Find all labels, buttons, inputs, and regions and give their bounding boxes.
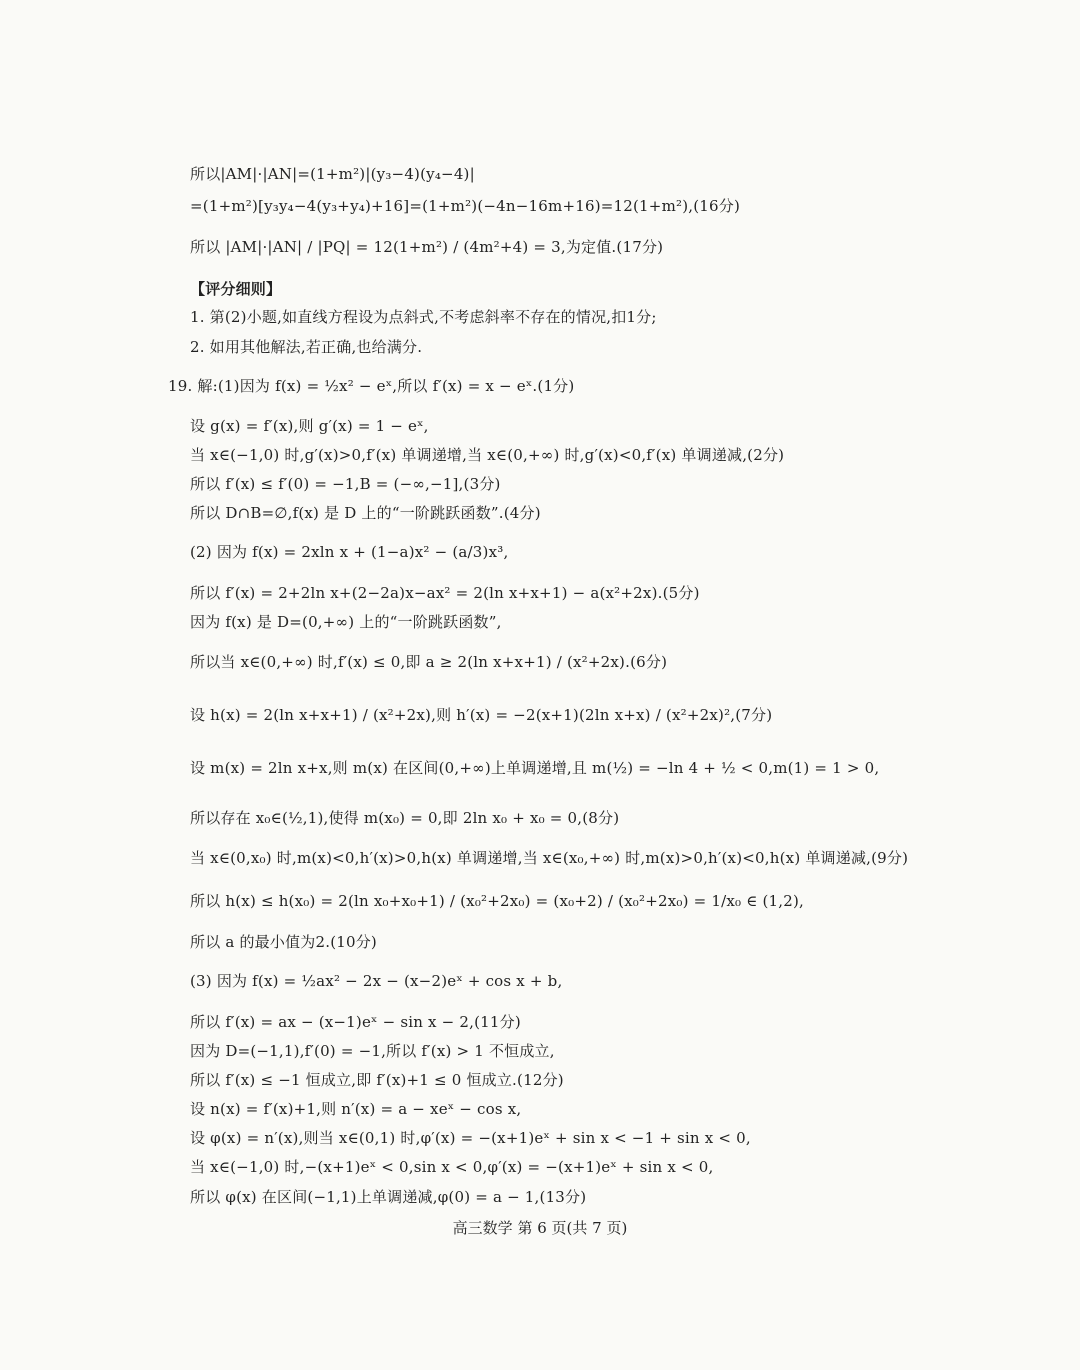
line-phi-negative-interval: 当 x∈(−1,0) 时,−(x+1)eˣ < 0,sin x < 0,φ′(x) = −(x+1)eˣ + sin x < 0, [190, 1158, 714, 1176]
line-exists-x0: 所以存在 x₀∈(½,1),使得 m(x₀) = 0,即 2ln x₀ + x₀ = 0,(8分) [190, 809, 620, 827]
grading-rule-2: 2. 如用其他解法,若正确,也给满分. [190, 338, 423, 356]
line-a-bound: 所以当 x∈(0,+∞) 时,f′(x) ≤ 0,即 a ≥ 2(ln x+x+1) / (x²+2x).(6分) [190, 653, 668, 671]
line-derivative-part2: 所以 f′(x) = 2+2ln x+(2−2a)x−ax² = 2(ln x+x+1) − a(x²+2x).(5分) [190, 584, 700, 602]
problem-19-part2-start: (2) 因为 f(x) = 2xln x + (1−a)x² − (a/3)x³, [190, 543, 509, 561]
line-define-phi: 设 φ(x) = n′(x),则当 x∈(0,1) 时,φ′(x) = −(x+1)eˣ + sin x < −1 + sin x < 0, [190, 1129, 751, 1147]
line-define-h: 设 h(x) = 2(ln x+x+1) / (x²+2x),则 h′(x) = −2(x+1)(2ln x+x) / (x²+2x)²,(7分) [190, 706, 773, 724]
line-domain-part3: 因为 D=(−1,1),f′(0) = −1,所以 f′(x) > 1 不恒成立, [190, 1042, 555, 1060]
line-monotonicity: 当 x∈(−1,0) 时,g′(x)>0,f′(x) 单调递增,当 x∈(0,+∞) 时,g′(x)<0,f′(x) 单调递减,(2分) [190, 446, 785, 464]
line-min-a: 所以 a 的最小值为2.(10分) [190, 933, 377, 951]
line-derivative-part3: 所以 f′(x) = ax − (x−1)eˣ − sin x − 2,(11分) [190, 1013, 521, 1031]
line-always-holds: 所以 f′(x) ≤ −1 恒成立,即 f′(x)+1 ≤ 0 恒成立.(12分) [190, 1071, 564, 1089]
line-domain-part2: 因为 f(x) 是 D=(0,+∞) 上的“一阶跳跃函数”, [190, 613, 502, 631]
line-define-g: 设 g(x) = f′(x),则 g′(x) = 1 − eˣ, [190, 417, 429, 435]
line-expand-product: =(1+m²)[y₃y₄−4(y₃+y₄)+16]=(1+m²)(−4n−16m+16)=12(1+m²),(16分) [190, 197, 741, 215]
line-define-n: 设 n(x) = f′(x)+1,则 n′(x) = a − xeˣ − cos x, [190, 1100, 522, 1118]
line-define-m: 设 m(x) = 2ln x+x,则 m(x) 在区间(0,+∞)上单调递增,且 m(½) = −ln 4 + ½ < 0,m(1) = 1 > 0, [190, 759, 880, 777]
grading-rules-heading: 【评分细则】 [190, 280, 282, 298]
line-h-max: 所以 h(x) ≤ h(x₀) = 2(ln x₀+x₀+1) / (x₀²+2x₀) = (x₀+2) / (x₀²+2x₀) = 1/x₀ ∈ (1,2), [190, 892, 805, 910]
grading-rule-1: 1. 第(2)小题,如直线方程设为点斜式,不考虑斜率不存在的情况,扣1分; [190, 308, 657, 326]
line-am-an-product: 所以|AM|·|AN|=(1+m²)|(y₃−4)(y₄−4)| [190, 165, 475, 183]
line-jump-function: 所以 D∩B=∅,f(x) 是 D 上的“一阶跳跃函数”.(4分) [190, 504, 541, 522]
problem-19-part3-start: (3) 因为 f(x) = ½ax² − 2x − (x−2)eˣ + cos x + b, [190, 972, 563, 990]
line-set-b: 所以 f′(x) ≤ f′(0) = −1,B = (−∞,−1],(3分) [190, 475, 501, 493]
problem-19-part1-start: 19. 解:(1)因为 f(x) = ½x² − eˣ,所以 f′(x) = x − eˣ.(1分) [168, 377, 575, 395]
line-h-monotonicity: 当 x∈(0,x₀) 时,m(x)<0,h′(x)>0,h(x) 单调递增,当 x∈(x₀,+∞) 时,m(x)>0,h′(x)<0,h(x) 单调递减,(9分) [190, 849, 909, 867]
line-constant-ratio: 所以 |AM|·|AN| / |PQ| = 12(1+m²) / (4m²+4) = 3,为定值.(17分) [190, 238, 664, 256]
line-phi-decreasing: 所以 φ(x) 在区间(−1,1)上单调递减,φ(0) = a − 1,(13分) [190, 1188, 587, 1206]
page-footer: 高三数学 第 6 页(共 7 页) [452, 1219, 628, 1237]
